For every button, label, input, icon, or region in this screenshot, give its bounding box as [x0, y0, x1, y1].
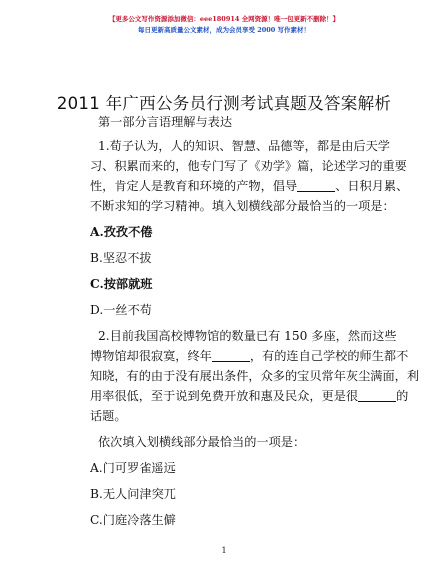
promo-banner-line-2: 每日更新高质量公文素材，成为会员享受 2000 写作素材！	[137, 26, 311, 34]
q2-blank-2	[358, 389, 396, 402]
section-heading: 第一部分言语理解与表达	[98, 115, 233, 129]
q2-line-4: 用率很低，至于说到免费开放和惠及民众，更是很 的	[90, 389, 409, 403]
q2-line-5: 话题。	[90, 409, 127, 423]
q2-line-1: 2.目前我国高校博物馆的数量已有 150 多座，然而这些	[98, 329, 397, 343]
q1-option-a: A.孜孜不倦	[90, 225, 153, 239]
q1-blank	[297, 179, 335, 192]
q2-option-c: C.门庭冷落生僻	[90, 513, 176, 527]
q1-option-b: B.坚忍不拔	[90, 251, 152, 265]
q2-prompt: 依次填入划横线部分最恰当的一项是：	[98, 435, 306, 449]
page-number: 1	[221, 546, 227, 555]
q1-line-1: 1.荀子认为，人的知识、智慧、品德等，都是由后天学	[98, 139, 390, 153]
q1-option-c: C.按部就班	[90, 277, 153, 291]
q2-option-b: B.无人问津突兀	[90, 487, 176, 501]
q1-option-d: D.一丝不苟	[90, 303, 152, 317]
q1-line-2: 习、积累而来的，他专门写了《劝学》篇，论述学习的重要	[90, 159, 407, 173]
q2-line-2: 博物馆却很寂寞，终年 ，有的连自己学校的师生都不	[90, 349, 409, 363]
q1-line-3: 性，肯定人是教育和环境的产物，倡导 、日积月累、	[90, 179, 409, 193]
q1-line-4: 不断求知的学习精神。填入划横线部分最恰当的一项是：	[90, 199, 395, 213]
q2-blank-1	[212, 349, 250, 362]
q2-option-a: A.门可罗雀遥远	[90, 461, 176, 475]
q2-line-3: 知晓，有的由于没有展出条件，众多的宝贝常年灰尘满面，利	[90, 369, 420, 383]
document-title: 2011 年广西公务员行测考试真题及答案解析	[56, 94, 392, 113]
promo-banner-line-1: 【更多公文写作资源添加微信：eee180914 全网资源！唯一包更新不删除！】	[108, 15, 340, 23]
